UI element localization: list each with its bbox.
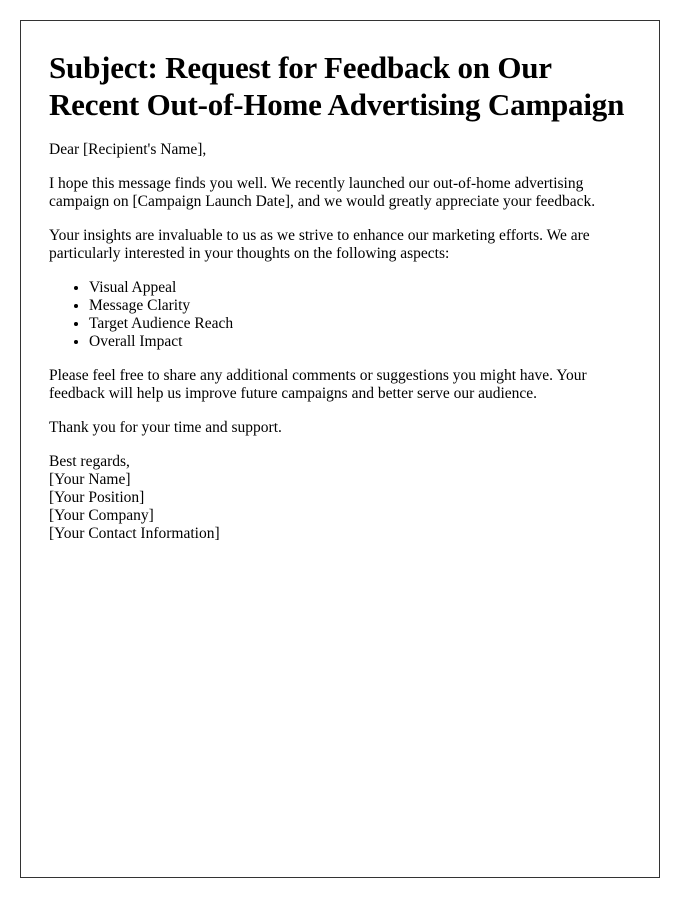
letter-subject: Subject: Request for Feedback on Our Recent Out-of-Home Advertising Campaign bbox=[49, 50, 625, 122]
signature-contact: [Your Contact Information] bbox=[49, 525, 220, 542]
letter-greeting: Dear [Recipient's Name], bbox=[49, 141, 207, 158]
signature-block bbox=[49, 453, 631, 543]
list-item: • Message Clarity bbox=[89, 297, 631, 315]
intro-paragraph: I hope this message finds you well. We recently launched our out-of-home advertising campaign on [Campaign Launch Date], and we would greatly appreciate your feedback. bbox=[49, 175, 596, 210]
closing-line: Best regards, bbox=[49, 453, 130, 470]
list-item: • Visual Appeal bbox=[89, 279, 631, 297]
letter-page bbox=[20, 20, 660, 878]
signature-position: [Your Position] bbox=[49, 489, 145, 506]
list-item: • Overall Impact bbox=[89, 333, 631, 351]
aspects-list bbox=[49, 279, 631, 351]
signature-company: [Your Company] bbox=[49, 507, 154, 524]
comments-paragraph: Please feel free to share any additional comments or suggestions you might have. Your feedback will help us improve future campaigns and better serve our audience. bbox=[49, 367, 587, 402]
thanks-paragraph: Thank you for your time and support. bbox=[49, 419, 282, 436]
list-item: • Target Audience Reach bbox=[89, 315, 631, 333]
insights-paragraph: Your insights are invaluable to us as we strive to enhance our marketing efforts. We are particularly interested in your thoughts on the following aspects: bbox=[49, 227, 590, 262]
signature-name: [Your Name] bbox=[49, 471, 131, 488]
